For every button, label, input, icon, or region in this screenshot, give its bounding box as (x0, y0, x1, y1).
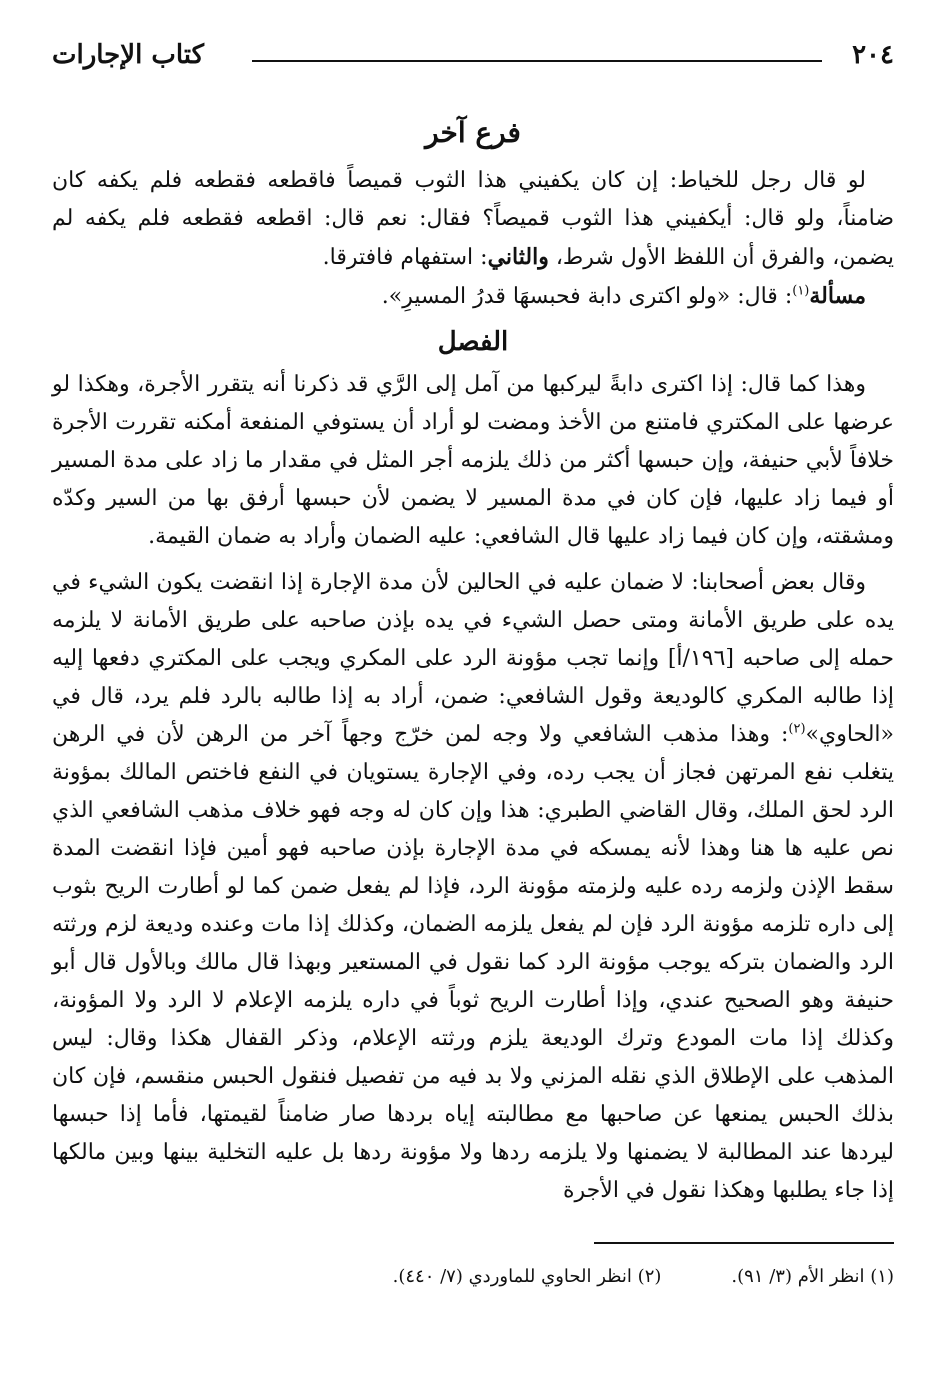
fasl-heading: الفصل (437, 327, 509, 357)
fasl-paragraph-2-b: : وهذا مذهب الشافعي ولا وجه لمن خرّج وجهاً آخر من الرهن لأن في الرهن يتغلب نفع المرتهن فجاز أن يجب رده، وفي الإجارة يستويان في النفع فاختص المالك بمؤونة الرد لحق الملك، وقال القاضي الطبري: هذا وإن كان له وجه فهو خلاف مذهب الشافعي الذي نص عليه ها هنا وهذا لأنه يمسكه في مدة الإجارة بإذن صاحبه فهو أمين فإذا انقضت المدة سقط الإذن ولزمه رده عليه ولزمته مؤونة الرد، فإذا لم يفعل ضمن كما لو أطارت الريح بثوب إلى داره تلزمه مؤونة الرد فإن لم يفعل يلزمه الضمان، وكذلك إذا مات وعنده وديعة لزم ورثته الرد والضمان بتركه يوجب مؤونة الرد كما نقول في المستعير وبهذا قال مالك وبالأول قال أبو حنيفة وهو الصحيح عندي، وإذا أطارت الريح ثوباً في داره يلزمه الإعلام لا الرد ولا المؤونة، وكذلك إذا مات المودع وترك الوديعة يلزم ورثته الإعلام، وذكر القفال هكذا وقال: ليس المذهب على الإطلاق الذي نقله المزني ولا بد فيه من تفصيل فنقول الحبس منقسم، فإن كان بذلك الحبس يمنعها عن صاحبها مع مطالبته إياه بردها صار ضامناً لقيمتها، فأما إذا حبسها ليردها عند المطالبة لا يضمنها ولا يلزمه ردها ولا مؤونة ردها بل عليه التخلية بينها وبين مالكها إذا جاء يطلبها وهكذا نقول في الأجرة (52, 722, 894, 1203)
footnote-area (52, 0, 894, 1376)
paragraph-tailor-end: : استفهام فافترقا. (322, 245, 488, 270)
paragraph-tailor-bold: والثاني (487, 244, 549, 270)
fasl-paragraph-1: وهذا كما قال: إذا اكترى دابةً ليركبها من آمل إلى الرَّي قد ذكرنا أنه يتقرر الأجرة، وهكذا لو عرضها على المكتري فامتنع من الأخذ ومضت لو أراد أن يستوفي المنفعة أمكنه تقررت الأجرة خلافاً لأبي حنيفة، وإن حبسها أكثر من ذلك يلزمه أجر المثل في مقدار ما زاد على مدة المسير أو فيما زاد عليها، فإن كان في مدة المسير لا يضمن لأن حبسها أرفق بها من السير وكدّه ومشقته، وإن كان فيما زاد عليها قال الشافعي: عليه الضمان وأراد به ضمان القيمة. (52, 372, 894, 549)
footnote-ref-1: (١) (792, 283, 810, 299)
footnotes (52, 1262, 894, 1292)
footnote-rule (594, 1242, 894, 1244)
paragraph-tailor-text: لو قال رجل للخياط: إن كان يكفيني هذا الثوب قميصاً فاقطعه فقطعه فلم يكفه كان ضامناً، ولو قال: أيكفيني هذا الثوب قميصاً؟ فقال: نعم قال: اقطعه فقطعه فلم يكفه لم يضمن، والفرق أن اللفظ الأول شرط، (52, 168, 894, 270)
footnote-2: (٢) انظر الحاوي للماوردي (٧/ ٤٤٠). (392, 1266, 662, 1287)
footnote-ref-2: (٢) (788, 721, 806, 737)
footnote-1: (١) انظر الأم (٣/ ٩١). (731, 1266, 894, 1287)
page-number: ٢٠٤ (852, 40, 894, 70)
book-title: كتاب الإجارات (52, 40, 204, 70)
masala-text: : قال: «ولو اكترى دابة فحبسهَا قدرُ المسيرِ». (381, 284, 793, 309)
section-title: فرع آخر (425, 116, 521, 149)
fasl-paragraph-2-a: وقال بعض أصحابنا: لا ضمان عليه في الحالين لأن مدة الإجارة إذا انقضت يكون الشيء في يده على طريق الأمانة ومتى حصل الشيء في يده بإذن صاحبه على طريق الأمانة لا يلزمه حمله إلى صاحبه [١٩٦/أ] وإنما تجب مؤونة الرد على المكري ويجب على المكتري دفعها إليه إذا طالبه المكري كالوديعة وقول الشافعي: ضمن، أراد به إذا طالبه بالرد فلم يرد، قال في «الحاوي» (52, 570, 894, 747)
masala-label: مسألة (809, 283, 866, 309)
